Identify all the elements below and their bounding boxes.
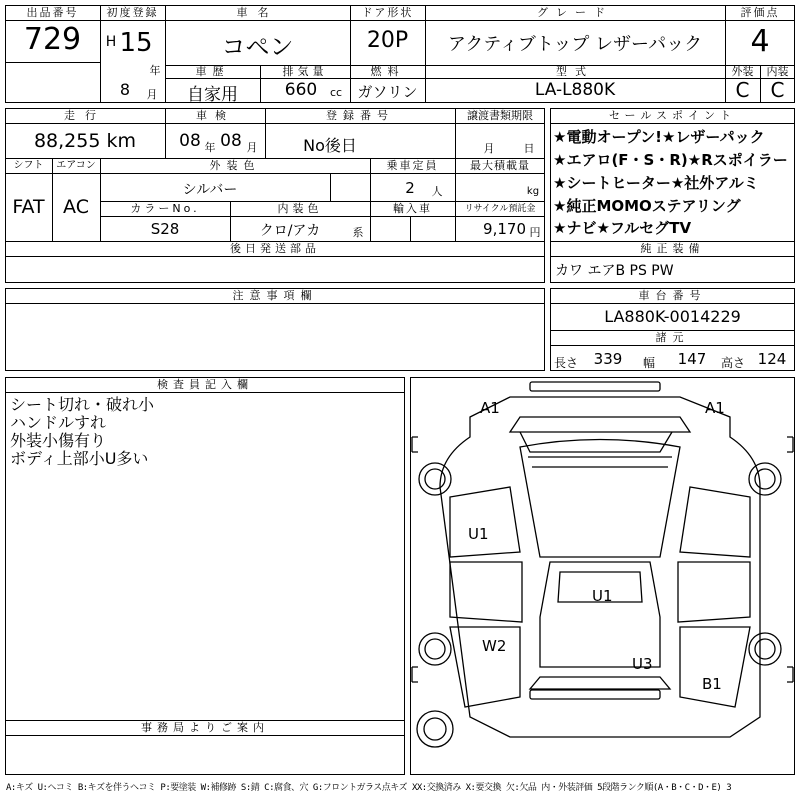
damage-mark: A1 xyxy=(705,399,725,417)
grade-label: グレード xyxy=(537,6,613,19)
width: 147 xyxy=(677,350,707,368)
recycle-deposit: 9,170 xyxy=(483,220,526,238)
damage-mark: A1 xyxy=(480,399,500,417)
interior-color-label: 内装色 xyxy=(277,202,323,215)
sales-point: ★純正MOMOステアリング xyxy=(553,197,741,215)
inspector-label: 検査員記入欄 xyxy=(157,378,253,391)
door-type: 20P xyxy=(366,28,409,53)
exterior-label: 外装 xyxy=(731,65,754,78)
score: 4 xyxy=(750,24,770,59)
damage-mark: U1 xyxy=(592,587,613,605)
interior-grade: C xyxy=(770,78,785,102)
shift: FAT xyxy=(12,196,45,218)
sales-point: ★ナビ★フルセグTV xyxy=(553,219,692,237)
inspector-note: ボディ上部小U多い xyxy=(10,449,149,468)
interior-color-unit: 系 xyxy=(352,226,364,239)
recycle-unit: 円 xyxy=(529,226,541,239)
length: 339 xyxy=(593,350,623,368)
registration-number-label: 登録番号 xyxy=(326,109,394,122)
height: 124 xyxy=(757,350,787,368)
displacement-unit: cc xyxy=(329,86,343,99)
fuel-label: 燃料 xyxy=(370,65,405,78)
lot-number-label: 出品番号 xyxy=(26,6,79,19)
displacement-label: 排気量 xyxy=(282,65,328,78)
car-name-label: 車名 xyxy=(236,6,279,19)
color-number: S28 xyxy=(150,220,180,238)
capacity-label: 乗車定員 xyxy=(386,159,439,172)
capacity-unit: 人 xyxy=(431,185,443,198)
damage-mark: U3 xyxy=(632,655,653,673)
inspector-note: ハンドルすれ xyxy=(10,413,107,432)
year-unit: 年 xyxy=(149,64,161,77)
car-outline-diagram xyxy=(410,377,795,775)
displacement: 660 xyxy=(284,80,318,100)
transfer-day: 日 xyxy=(523,142,535,155)
sales-point: ★エアロ(F・S・R)★Rスポイラー xyxy=(553,151,788,169)
ac: AC xyxy=(63,196,89,218)
transfer-month: 月 xyxy=(483,142,495,155)
length-label: 長さ xyxy=(554,356,579,370)
car-name: コペン xyxy=(221,33,294,61)
recycle-deposit-label: リサイクル預託金 xyxy=(464,204,536,214)
damage-mark: W2 xyxy=(482,637,507,655)
lot-number: 729 xyxy=(23,22,82,57)
shift-label: シフト xyxy=(13,160,44,171)
office-notice-label: 事務局よりご案内 xyxy=(141,721,269,734)
registration-era: H xyxy=(105,34,117,50)
sales-point: ★シートヒーター★社外アルミ xyxy=(553,174,759,192)
inspection-label: 車検 xyxy=(196,109,234,122)
height-label: 高さ xyxy=(720,356,745,370)
later-parts-label: 後日発送部品 xyxy=(230,242,320,255)
color-number-label: カラーNo. xyxy=(130,202,200,215)
import-label: 輸入車 xyxy=(393,202,432,215)
transfer-deadline-label: 譲渡書類期限 xyxy=(467,109,533,122)
inspection-year: 08 xyxy=(179,131,201,151)
interior-color: クロ/アカ xyxy=(259,223,321,239)
model: LA-L880K xyxy=(534,80,616,100)
history-label: 車歴 xyxy=(195,65,230,78)
history: 自家用 xyxy=(187,85,238,105)
exterior-grade: C xyxy=(735,78,750,102)
max-load-label: 最大積載量 xyxy=(470,159,530,172)
damage-legend: A:キズ U:ヘコミ B:キズを伴うヘコミ P:要塗装 W:補修跡 S:錆 C:腐食、穴 G:フロントガラス点キズ XX:交換済み X:要交換 欠:欠品 内・外装評価 5段階ランク順(A・B・C・D・E) 3 xyxy=(6,783,732,793)
month-unit: 月 xyxy=(146,88,158,101)
damage-mark: B1 xyxy=(702,675,722,693)
capacity: 2 xyxy=(405,179,415,197)
sales-point: ★電動オープン!★レザーパック xyxy=(553,128,765,146)
standard-equipment-label: 純正装備 xyxy=(640,242,705,255)
model-label: 型式 xyxy=(556,65,594,78)
caution-label: 注意事項欄 xyxy=(232,289,318,302)
inspector-note: 外装小傷有り xyxy=(10,431,107,450)
sales-points-label: セールスポイント xyxy=(608,109,736,122)
inspector-note: シート切れ・破れ小 xyxy=(10,395,155,414)
ac-label: エアコン xyxy=(56,160,96,171)
door-type-label: ドア形状 xyxy=(361,6,414,19)
inspection-month-unit: 月 xyxy=(246,141,258,154)
registration-year: 15 xyxy=(119,28,153,58)
exterior-color: シルバー xyxy=(182,182,238,198)
registration-month: 8 xyxy=(119,80,131,99)
inspection-month: 08 xyxy=(220,131,242,151)
mileage: 88,255 km xyxy=(33,130,137,152)
first-registration-label: 初度登録 xyxy=(106,6,159,19)
interior-label: 内装 xyxy=(766,65,789,78)
fuel: ガソリン xyxy=(357,83,418,101)
width-label: 幅 xyxy=(642,356,655,370)
grade: アクティブトップ レザーパック xyxy=(447,34,703,55)
registration-number: No後日 xyxy=(303,136,357,155)
exterior-color-label: 外装色 xyxy=(209,159,261,172)
load-unit: kg xyxy=(526,186,540,197)
chassis-number: LA880K-0014229 xyxy=(604,307,741,326)
damage-mark: U1 xyxy=(468,525,489,543)
mileage-label: 走行 xyxy=(64,109,106,122)
standard-equipment: カワ エアB PS PW xyxy=(555,263,674,279)
inspection-year-unit: 年 xyxy=(204,141,216,154)
score-label: 評価点 xyxy=(740,6,780,19)
chassis-label: 車台番号 xyxy=(638,289,707,302)
specs-label: 諸元 xyxy=(655,331,690,344)
